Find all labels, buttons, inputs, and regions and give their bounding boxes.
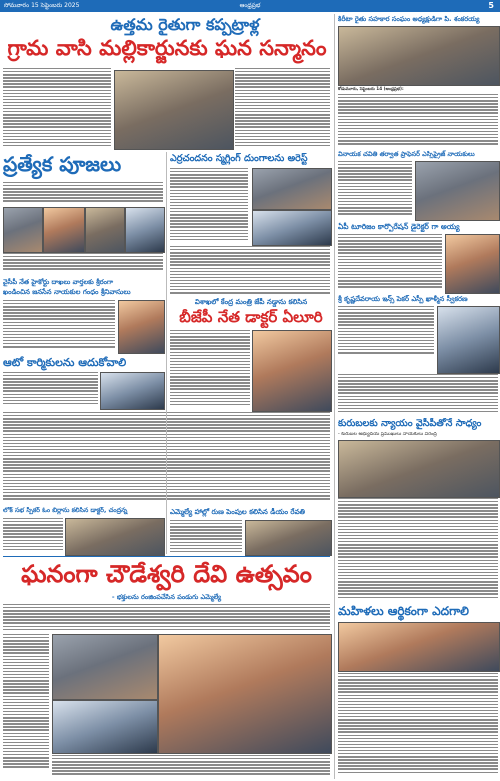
right-text-6 [338, 673, 498, 777]
chowdeswari-kicker: - భక్తులను రంజింపచేసిన పండుగు ఎమ్మెల్యే [111, 593, 222, 601]
right-dateline: కోడుమూరు, సెప్టెంబరు 14 (ఆంధ్రప్రభ): [338, 86, 404, 91]
right-headline-2: వినాయక చవితి తర్వాత ప్రాఫెసర్ ఎస్సిప్రైజ్ నాయకులు [338, 150, 475, 158]
right-text-1 [338, 94, 498, 148]
bjp-text [170, 330, 250, 410]
right-text-2 [338, 161, 412, 219]
arrest-text-col-2 [170, 246, 330, 296]
auto-headline: ఆటో కార్మికులను ఆదుకోవాలి [3, 356, 127, 369]
chowdeswari-photo-3 [52, 700, 158, 754]
poojalu-text [3, 182, 163, 206]
chowdeswari-photo-2 [158, 634, 332, 754]
ysrcp-portrait [118, 300, 165, 354]
right-headline-5-sub: - కురుబల అభ్యుదయ ప్రముఖులు నాయకులు వీరేంద్ర [338, 432, 437, 437]
right-kicker: కిరీటా రైతు సహకార సంఘం అధ్యక్షుడిగా పి. శంకరయ్య [338, 15, 480, 23]
right-headline-4: శ్రీ కృష్ణదేవరాయ ఇన్స్ పెకర్ ఎస్పీ ఖాళ్మీన స్వీకరణ [338, 295, 468, 303]
poojalu-photo-4 [125, 207, 165, 253]
mla-photo [245, 520, 332, 556]
lead-headline: గ్రామ వాసి మల్లికార్జునకు ఘన సన్మానం [7, 36, 327, 60]
right-text-5 [338, 498, 498, 602]
ysrcp-text [3, 300, 115, 352]
right-headline-3: ఏపీ టూరిజం కార్పొరేషన్ డైరెక్టర్ గా అయ్య [338, 222, 460, 231]
lok-sabha-headline: లోక్ సభ స్పీకర్ ఓం బిర్లాను కలిసిన డాక్టర్, చంద్రన్న [3, 507, 128, 514]
right-photo-2 [415, 161, 500, 221]
lead-photo [114, 70, 234, 150]
lead-text-col-2 [235, 68, 330, 148]
issue-date: సోమవారం 15 సెప్టెంబరు 2025 [4, 2, 80, 9]
chowdeswari-text-col [3, 634, 49, 774]
right-photo-6 [338, 622, 500, 672]
bjp-kicker: విశాఖలో కేంద్ర మంత్రి జేపీ నడ్డాను కలిసిన [194, 298, 308, 306]
bottom-section-rule [3, 556, 330, 557]
mla-headline: ఎమ్మెల్యే హాల్లో రుణ పెంపుల కలిసిన డీయం రేవతి [170, 508, 306, 516]
arrest-photo-2 [252, 210, 332, 246]
right-photo-4 [437, 306, 500, 374]
ysrcp-headline-1: వైసీపీ నేత హైకోర్టు దాఖలు వార్తలకు శ్రీరంగా [3, 278, 114, 286]
auto-photo [100, 372, 165, 410]
arrest-headline: ఎర్రచందనం స్మగ్లింగ్ దుంగాలను అరెస్ట్ [170, 153, 308, 164]
right-text-4b [338, 374, 498, 416]
chowdeswari-text-top [3, 604, 330, 632]
right-column-divider [334, 14, 335, 779]
lok-sabha-text [3, 518, 63, 552]
page-number: 5 [488, 1, 494, 10]
bjp-photo [252, 330, 332, 412]
right-top-photo [338, 26, 500, 86]
poojalu-photo-2 [43, 207, 85, 253]
ysrcp-headline-2: ఖండించిన జనసేన నాయకుల గంధం శ్రీనివాసులు [3, 288, 131, 296]
page-header-bar [0, 0, 500, 12]
lead-kicker: ఉత్తమ రైతుగా కప్పట్రాళ్ల [110, 15, 260, 34]
mla-text [170, 520, 242, 554]
chowdeswari-text-bottom [52, 755, 330, 777]
lok-sabha-photo [65, 518, 165, 556]
right-portrait [445, 234, 500, 294]
auto-text [3, 372, 98, 408]
right-headline-5: కురుబలకు న్యాయం వైసీపీతోనే సాధ్యం [338, 418, 482, 429]
right-headline-6: మహిళలు ఆర్థికంగా ఎదగాలి [338, 604, 469, 618]
poojalu-text-2 [3, 253, 163, 275]
chowdeswari-photo-1 [52, 634, 158, 700]
lead-text-col-1 [3, 68, 111, 148]
poojalu-headline: ప్రత్యేక పూజలు [3, 152, 122, 176]
bjp-headline: బీజేపీ నేత డాక్టర్ ఏలూరి [179, 308, 323, 326]
right-text-4 [338, 306, 434, 356]
right-text-3 [338, 234, 442, 292]
poojalu-photo-1 [3, 207, 43, 253]
chowdeswari-headline: ఘనంగా చౌడేశ్వరి దేవి ఉత్సవం [21, 560, 312, 588]
column-divider [166, 152, 167, 554]
right-photo-5 [338, 440, 500, 498]
arrest-photo-1 [252, 168, 332, 210]
arrest-text-col-1 [170, 168, 248, 244]
section-name: ఆంధ్రప్రభ [239, 2, 261, 9]
poojalu-photo-3 [85, 207, 125, 253]
